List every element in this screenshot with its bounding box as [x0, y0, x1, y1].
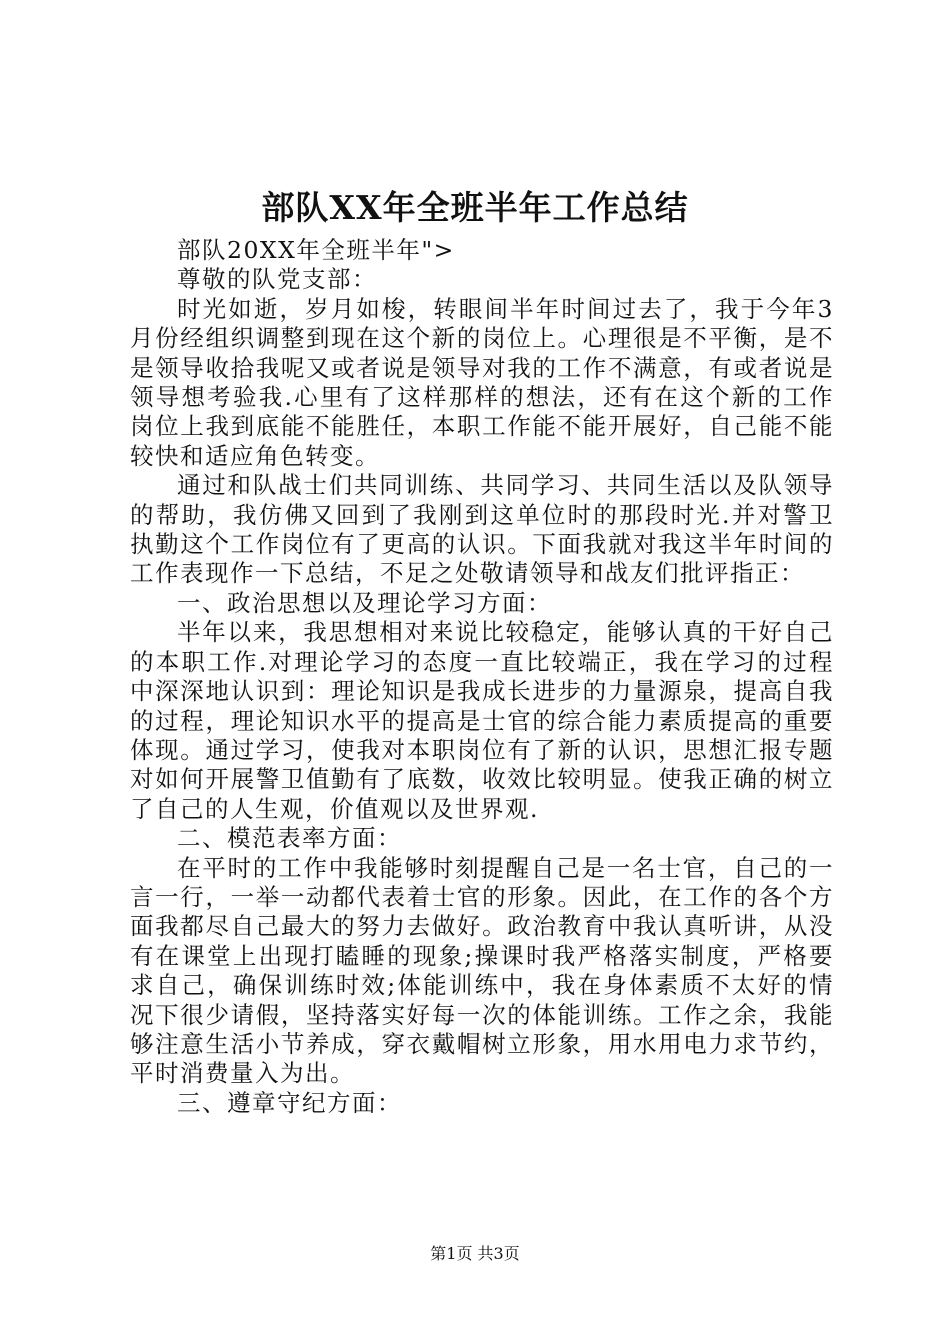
section-heading-discipline: 三、遵章守纪方面： — [177, 1088, 402, 1117]
paragraph-political: 半年以来，我思想相对来说比较稳定，能够认真的干好自己的本职工作.对理论学习的态度一直比较端正，我在学习的过程中深深地认识到：理论知识是我成长进步的力量源泉，提高自我的过程，理论知识水平的提高是士官的综合能力素质提高的重要体现。通过学习，使我对本职岗位有了新的认识，思想汇报专题对如何开展警卫值勤有了底数，收效比较明显。使我正确的树立了自己的人生观，价值观以及世界观. — [130, 618, 834, 823]
paragraph-subtitle: 部队20XX年全班半年"> — [177, 236, 455, 264]
document-body — [130, 236, 834, 1118]
paragraph-salutation: 尊敬的队党支部： — [177, 265, 377, 294]
document-title: 部队XX年全班半年工作总结 — [261, 188, 689, 227]
section-heading-exemplary: 二、模范表率方面： — [177, 824, 402, 853]
page-footer: 第1页 共3页 — [430, 1244, 520, 1263]
paragraph-intro: 时光如逝，岁月如梭，转眼间半年时间过去了，我于今年3月份经组织调整到现在这个新的岗位上。心理很是不平衡，是不是领导收拾我呢又或者说是领导对我的工作不满意，有或者说是领导想考验我.心里有了这样那样的想法，还有在这个新的工作岗位上我到底能不能胜任，本职工作能不能开展好，自己能不能较快和适应角色转变。 — [130, 294, 834, 470]
section-heading-political: 一、政治思想以及理论学习方面： — [177, 588, 552, 617]
paragraph-overview: 通过和队战士们共同训练、共同学习、共同生活以及队领导的帮助，我仿佛又回到了我刚到这单位时的那段时光.并对警卫执勤这个工作岗位有了更高的认识。下面我就对我这半年时间的工作表现作一下总结，不足之处敬请领导和战友们批评指正： — [130, 471, 834, 588]
paragraph-exemplary: 在平时的工作中我能够时刻提醒自己是一名士官，自己的一言一行，一举一动都代表着士官的形象。因此，在工作的各个方面我都尽自己最大的努力去做好。政治教育中我认真听讲，从没有在课堂上出现打瞌睡的现象;操课时我严格落实制度，严格要求自己，确保训练时效;体能训练中，我在身体素质不太好的情况下很少请假，坚持落实好每一次的体能训练。工作之余，我能够注意生活小节养成，穿衣戴帽树立形象，用水用电力求节约，平时消费量入为出。 — [130, 853, 834, 1088]
